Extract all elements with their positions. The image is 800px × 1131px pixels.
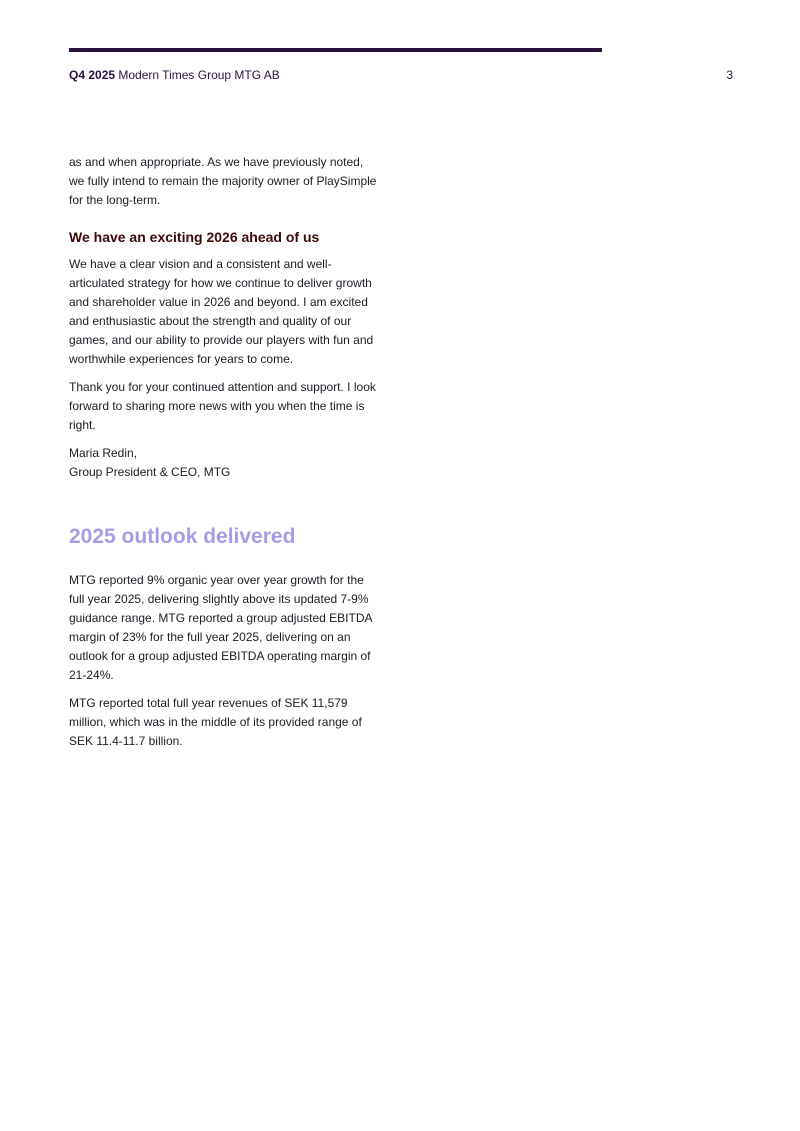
page-body bbox=[69, 153, 381, 760]
thanks-paragraph: Thank you for your continued attention and support. I look forward to sharing more news with you when the time is right. bbox=[69, 380, 376, 432]
section-heading: 2025 outlook delivered bbox=[69, 525, 296, 548]
company-name: Modern Times Group MTG AB bbox=[115, 68, 280, 82]
page-number: 3 bbox=[726, 68, 733, 82]
vision-paragraph: We have a clear vision and a consistent and well-articulated strategy for how we continue to deliver growth and shareholder value in 2026 and beyond. I am excited and enthusiastic about the strength and quality of our games, and our ability to provide our players with fun and worthwhile experiences for years to come. bbox=[69, 257, 374, 366]
page-header bbox=[69, 68, 733, 82]
growth-paragraph: MTG reported 9% organic year over year growth for the full year 2025, delivering slightly above its updated 7-9% guidance range. MTG reported a group adjusted EBITDA margin of 23% for the full year 2025, delivering on an outlook for a group adjusted EBITDA operating margin of 21-24%. bbox=[69, 573, 372, 682]
signature bbox=[69, 444, 381, 482]
header-rule bbox=[69, 48, 602, 52]
subheading: We have an exciting 2026 ahead of us bbox=[69, 229, 320, 245]
revenue-paragraph: MTG reported total full year revenues of SEK 11,579 million, which was in the middle of its provided range of SEK 11.4-11.7 billion. bbox=[69, 696, 362, 748]
intro-paragraph: as and when appropriate. As we have previously noted, we fully intend to remain the majority owner of PlaySimple for the long-term. bbox=[69, 155, 377, 207]
signature-name: Maria Redin, bbox=[69, 446, 138, 460]
signature-title: Group President & CEO, MTG bbox=[69, 465, 231, 479]
report-period: Q4 2025 bbox=[69, 68, 116, 82]
